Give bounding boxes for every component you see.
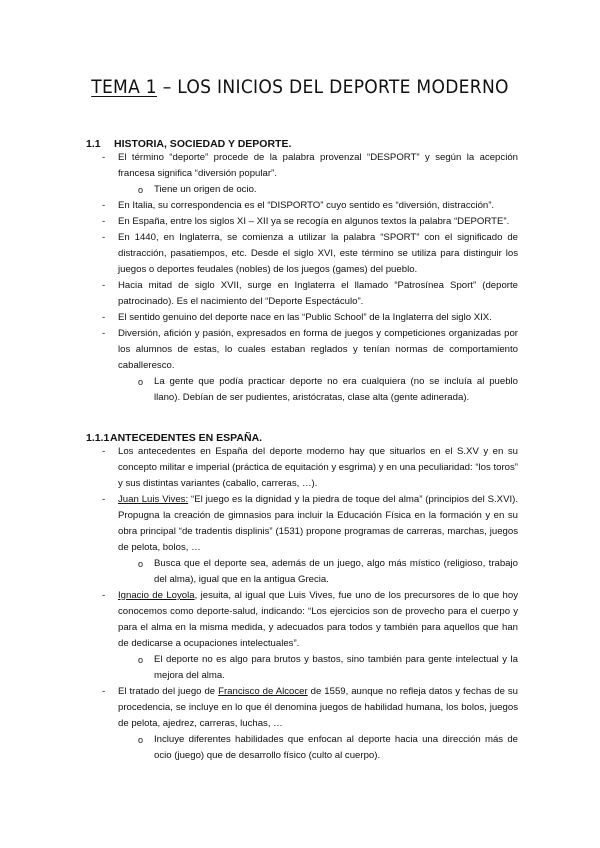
sub-list-item (100, 732, 518, 764)
list-item-text: En 1440, en Inglaterra, se comienza a utilizar la palabra “SPORT” con el significado de distracción, pasatiempos, etc. Desde el siglo XVI, este término se utiliza para distinguir los juegos o deportes feudales (nobles) de los juegos (games) del pueblo. (118, 232, 518, 275)
list-item-text: Los antecedentes en España del deporte moderno hay que situarlos en el S.XV y en su concepto militar e imperial (práctica de equitación y esgrima) y en una peculiaridad: “los toros” y sus distintas variantes (caballo, carreras, …). (118, 446, 518, 489)
person-name: Juan Luis Vives: (118, 494, 189, 505)
section-1-1-1-list (100, 444, 518, 764)
person-name: Francisco de Alcocer (218, 686, 308, 697)
list-item-text: Hacia mitad de siglo XVII, surge en Inglaterra el llamado “Patrosínea Sport” (deporte patrocinado). Es el nacimiento del “Deporte Espectáculo”. (118, 280, 518, 307)
sub-list-item (100, 182, 518, 198)
sub-list-item (100, 652, 518, 684)
list-item-text-lead: El tratado del juego de (118, 686, 219, 697)
person-name: Ignacio de Loyola (118, 590, 195, 601)
sub-list-item (100, 374, 518, 406)
list-item-text: El término “deporte” procede de la palabra provenzal “DESPORT” y según la acepción francesa significa “diversión popular”. (118, 152, 518, 179)
sub-list-item (100, 556, 518, 588)
section-title: ANTECEDENTES EN ESPAÑA. (110, 432, 263, 444)
list-item-text: En España, entre los siglos XI – XII ya se recogía en algunos textos la palabra “DEPORTE”. (118, 216, 510, 227)
title-text: – LOS INICIOS DEL DEPORTE MODERNO (156, 76, 509, 98)
section-number: 1.1.1 (86, 432, 110, 444)
list-item-text: de 1559, aunque no refleja datos y fechas de su procedencia, se incluye en lo que él denomina juegos de habilidad humana, los bolos, juegos de pelota, ajedrez, carreras, luchas, … (118, 686, 518, 729)
list-item (100, 230, 518, 278)
list-item (100, 684, 518, 732)
section-title: HISTORIA, SOCIEDAD Y DEPORTE. (114, 138, 292, 150)
sub-item-text: La gente que podía practicar deporte no era cualquiera (no se incluía al pueblo llano). Debían de ser pudientes, aristócratas, clase alta (gente adinerada). (154, 376, 518, 403)
section-1-1-list (100, 150, 518, 406)
sub-item-text: Tiene un origen de ocio. (154, 184, 257, 195)
list-item-text: El sentido genuino del deporte nace en las “Public School” de la Inglaterra del siglo XIX. (118, 312, 492, 323)
list-item (100, 326, 518, 374)
title-topic-number: TEMA 1 (91, 76, 157, 98)
section-heading-1-1 (86, 138, 291, 150)
list-item (100, 444, 518, 492)
list-item-text: En Italia, su correspondencia es el “DISPORTO” cuyo sentido es “diversión, distracción”. (118, 200, 495, 211)
section-heading-1-1-1 (86, 432, 262, 444)
list-item-text: , jesuita, al igual que Luis Vives, fue uno de los precursores de lo que hoy conocemos como deporte-salud, indicando: “Los ejercicios son de provecho para el cuerpo y para el alma en la misma medida, y adecuados para todos y también para aquellos que han de dedicarse a ocupaciones intelectuales”. (118, 590, 518, 649)
list-item (100, 278, 518, 310)
list-item (100, 310, 518, 326)
page-title (0, 76, 600, 98)
list-item-text: Diversión, afición y pasión, expresados en forma de juegos y competiciones organizadas por los alumnos de estas, lo cuales estaban reglados y tenían normas de comportamiento caballeresco. (118, 328, 518, 371)
list-item (100, 588, 518, 652)
list-item (100, 214, 518, 230)
section-number: 1.1 (86, 138, 101, 150)
sub-item-text: Busca que el deporte sea, además de un juego, algo más místico (religioso, trabajo del alma), igual que en la antigua Grecia. (154, 558, 518, 585)
sub-item-text: El deporte no es algo para brutos y bastos, sino también para gente intelectual y la mejora del alma. (154, 654, 518, 681)
list-item (100, 198, 518, 214)
list-item (100, 150, 518, 182)
list-item-text: “El juego es la dignidad y la piedra de toque del alma” (principios del S.XVI). Propugna la creación de gimnasios para incluir la Educación Física en la formación y en su obra principal “de tradentis displinis” (1531) propone programas de carreras, marchas, juegos de pelota, bolos, … (118, 494, 519, 553)
list-item (100, 492, 518, 556)
sub-item-text: Incluye diferentes habilidades que enfocan al deporte hacia una dirección más de ocio (juego) que de desarrollo físico (culto al cuerpo). (154, 734, 518, 761)
